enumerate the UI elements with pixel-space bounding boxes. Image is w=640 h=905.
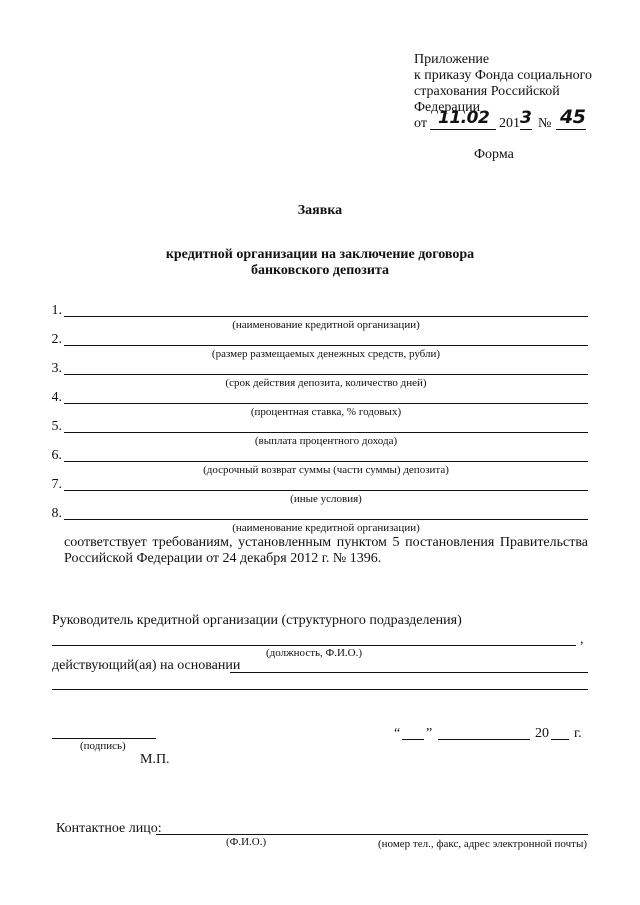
document-title: Заявка	[297, 203, 343, 218]
handwritten-number: 45	[560, 106, 586, 128]
appendix-line-3: страхования Российской	[414, 84, 560, 99]
year-line[interactable]	[551, 739, 569, 740]
item-caption: (наименование кредитной организации)	[232, 319, 420, 331]
acting-basis-line-2[interactable]	[52, 689, 588, 690]
appendix-from-label: от	[414, 116, 427, 131]
item-caption: (иные условия)	[290, 493, 362, 505]
item-number: 2.	[51, 332, 62, 347]
fio-caption: (Ф.И.О.)	[226, 836, 267, 848]
contact-label: Контактное лицо:	[56, 821, 162, 836]
item-caption: (наименование кредитной организации)	[232, 522, 420, 534]
year-prefix: 201	[499, 116, 520, 131]
handwritten-year-digit: 3	[520, 108, 532, 128]
item-field-line[interactable]	[64, 403, 588, 404]
handwritten-date: 11.02	[438, 108, 490, 128]
item-number: 8.	[51, 506, 62, 521]
position-field-line[interactable]	[52, 645, 576, 646]
year-suffix: г.	[574, 726, 582, 741]
comma: ,	[580, 632, 584, 647]
date-quote-open: “	[394, 726, 401, 741]
date-quote-close: ”	[426, 726, 433, 741]
item-number: 7.	[51, 477, 62, 492]
number-underline	[556, 129, 586, 130]
item-number: 3.	[51, 361, 62, 376]
item-caption: (размер размещаемых денежных средств, рубли)	[211, 348, 441, 360]
subtitle-line-2: банковского депозита	[250, 263, 390, 278]
position-caption: (должность, Ф.И.О.)	[265, 647, 363, 659]
item-field-line[interactable]	[64, 490, 588, 491]
compliance-line-1: соответствует требованиям, установленным пунктом 5 постановления Правительства	[64, 535, 588, 550]
signature-caption: (подпись)	[80, 740, 126, 752]
item-number: 1.	[51, 303, 62, 318]
item-field-line[interactable]	[64, 316, 588, 317]
contacts-caption: (номер тел., факс, адрес электронной почты)	[378, 838, 588, 850]
subtitle-line-1: кредитной организации на заключение договора	[165, 247, 475, 262]
item-caption: (выплата процентного дохода)	[254, 435, 398, 447]
item-field-line[interactable]	[64, 461, 588, 462]
day-line[interactable]	[402, 739, 424, 740]
item-number: 5.	[51, 419, 62, 434]
item-field-line[interactable]	[64, 345, 588, 346]
date-underline	[430, 129, 496, 130]
head-label: Руководитель кредитной организации (структурного подразделения)	[52, 613, 462, 628]
appendix-line-4: Федерации	[414, 100, 481, 115]
item-field-line[interactable]	[64, 432, 588, 433]
item-caption: (процентная ставка, % годовых)	[250, 406, 402, 418]
contact-line[interactable]	[156, 834, 588, 835]
year-label: 20	[535, 726, 549, 741]
item-field-line[interactable]	[64, 519, 588, 520]
item-number: 6.	[51, 448, 62, 463]
appendix-line-1: Приложение	[414, 52, 490, 67]
year-underline	[520, 129, 532, 130]
acting-label: действующий(ая) на основании	[52, 658, 241, 673]
item-field-line[interactable]	[64, 374, 588, 375]
form-label: Форма	[474, 147, 514, 162]
acting-basis-line[interactable]	[230, 672, 588, 673]
month-line[interactable]	[438, 739, 530, 740]
number-label: №	[538, 116, 552, 131]
item-caption: (досрочный возврат суммы (части суммы) депозита)	[203, 464, 449, 476]
appendix-line-2: к приказу Фонда социального	[414, 68, 593, 83]
item-number: 4.	[51, 390, 62, 405]
signature-line[interactable]	[52, 738, 156, 739]
stamp-label: М.П.	[140, 752, 170, 767]
item-caption: (срок действия депозита, количество дней)	[225, 377, 427, 389]
compliance-line-2: Российской Федерации от 24 декабря 2012 г. № 1396.	[64, 551, 382, 566]
